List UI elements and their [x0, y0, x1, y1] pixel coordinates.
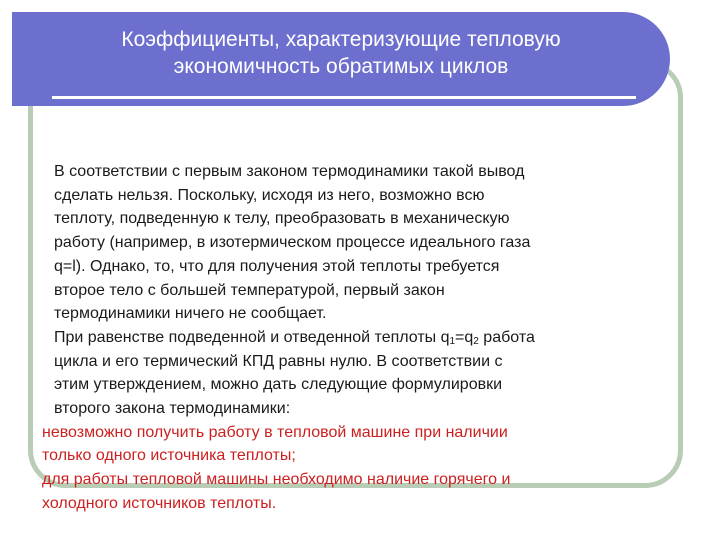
- title-line-1: Коэффициенты, характеризующие тепловую: [121, 28, 561, 51]
- text-line: второго закона термодинамики:: [54, 400, 291, 418]
- statement-two-sources: [40, 468, 680, 515]
- text-line: только одного источника теплоты;: [42, 447, 296, 465]
- slide-title: [12, 26, 670, 80]
- text-line: второе тело с большей температурой, первый закон: [54, 281, 445, 299]
- text-line: q=l). Однако, то, что для получения этой теплоты требуется: [54, 257, 500, 275]
- title-underline: [52, 96, 636, 99]
- paragraph-first-law: [40, 160, 680, 326]
- text-line: невозможно получить работу в тепловой машине при наличии: [42, 423, 508, 441]
- text-segment: При равенстве подведенной и отведенной теплоты q: [54, 328, 450, 346]
- subscript: 2: [473, 335, 479, 347]
- text-line: сделать нельзя. Поскольку, исходя из него, возможно всю: [54, 186, 485, 204]
- text-line-with-subscripts: [54, 326, 680, 350]
- text-line: работу (например, в изотермическом процессе идеального газа: [54, 234, 531, 252]
- text-segment: =q: [455, 328, 474, 346]
- text-segment: работа: [478, 328, 535, 346]
- slide-body: [40, 160, 680, 516]
- text-line: термодинамики ничего не сообщает.: [54, 305, 327, 323]
- paragraph-equal-heat: [40, 326, 680, 421]
- text-line: цикла и его термический КПД равны нулю. В соответствии с: [54, 352, 503, 370]
- text-line: холодного источников теплоты.: [42, 494, 277, 512]
- text-line: теплоту, подведенную к телу, преобразовать в механическую: [54, 210, 510, 228]
- text-line: этим утверждением, можно дать следующие формулировки: [54, 376, 503, 394]
- title-line-2: экономичность обратимых циклов: [173, 55, 509, 78]
- statement-one-source: [40, 421, 680, 468]
- text-line: В соответствии с первым законом термодинамики такой вывод: [54, 163, 525, 180]
- text-line: для работы тепловой машины необходимо наличие горячего и: [42, 471, 511, 489]
- subscript: 1: [449, 335, 456, 347]
